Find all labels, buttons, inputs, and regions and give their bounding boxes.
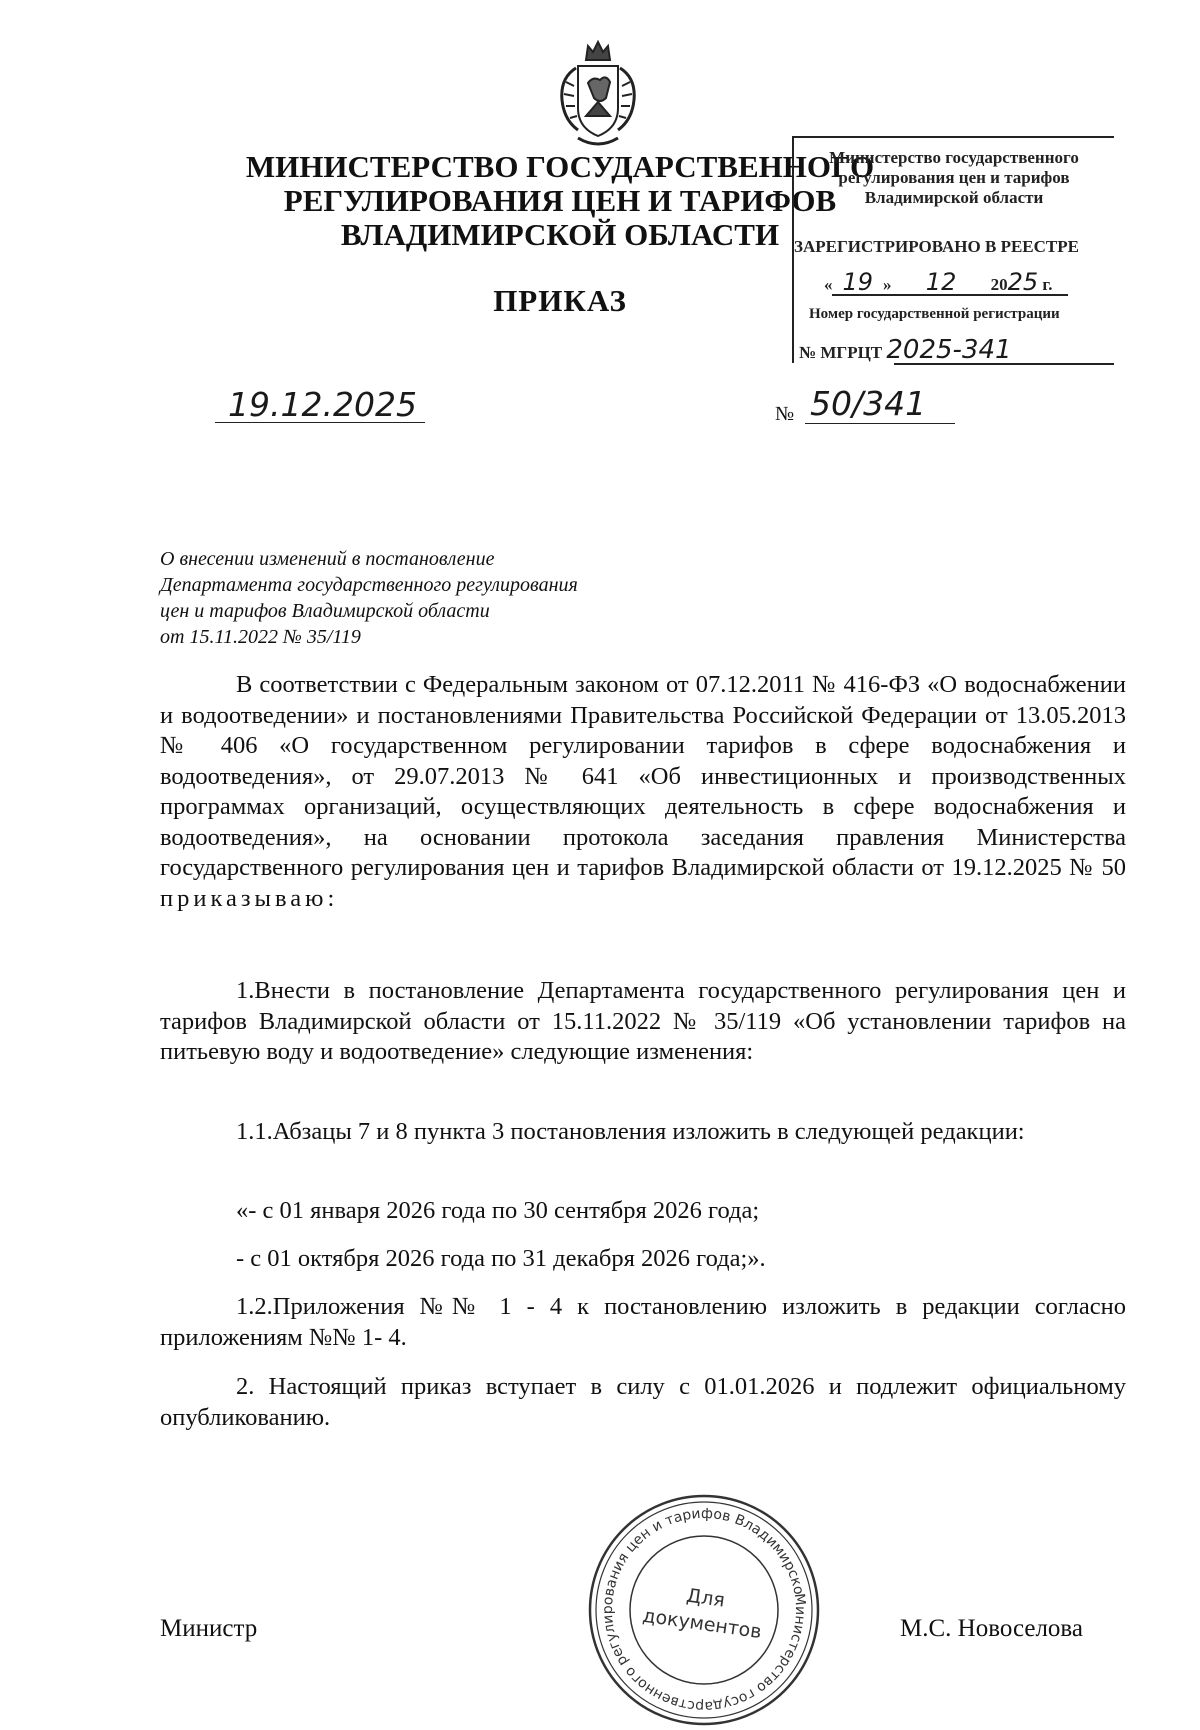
stamp-year-unit: г. — [1042, 275, 1053, 294]
stamp-line-1: Министерство государственного — [829, 148, 1079, 167]
stamp-day: 19 — [842, 268, 874, 296]
coat-of-arms-emblem — [548, 38, 648, 153]
stamp-line-2: регулирования цен и тарифов — [838, 168, 1070, 187]
round-seal — [584, 1490, 824, 1730]
ministry-name-line-1: МИНИСТЕРСТВО ГОСУДАРСТВЕННОГО — [245, 149, 875, 184]
registration-stamp — [792, 136, 1114, 363]
svg-text:Министерство государственного — [584, 1490, 824, 1730]
signature-position: Министр — [160, 1615, 258, 1642]
item-1-1-paragraph: 1.1.Абзацы 7 и 8 пункта 3 постановления изложить в следующей редакции: — [236, 1118, 1025, 1145]
item-1-2-paragraph: 1.2.Приложения №№ 1 - 4 к постановлению изложить в редакции согласно приложениям №№ 1- 4. — [160, 1293, 1126, 1351]
item-2-paragraph: 2. Настоящий приказ вступает в силу с 01.01.2026 и подлежит официальному опубликованию. — [160, 1373, 1126, 1431]
quote-line-1: «- с 01 января 2026 года по 30 сентября 2026 года; — [236, 1197, 760, 1224]
document-date: 19.12.2025 — [228, 385, 417, 424]
seal-center-line-1: Для — [685, 1584, 727, 1612]
stamp-line-3: Владимирской области — [864, 188, 1044, 207]
stamp-month: 12 — [925, 268, 957, 296]
order-word: приказываю: — [160, 884, 339, 912]
preamble-paragraph — [160, 670, 1126, 914]
seal-ring-text: Министерство государственного регулирования цен и тарифов Владимирской — [599, 1505, 809, 1715]
stamp-date: « 19 » 12 2025 г. — [824, 268, 1053, 296]
stamp-number-label: № МГРЦТ — [799, 343, 883, 362]
document-type-title: ПРИКАЗ — [493, 283, 627, 318]
stamp-year-prefix: 20 — [990, 275, 1008, 294]
subject-line-3: цен и тарифов Владимирской области — [160, 600, 490, 622]
signatory-name: М.С. Новоселова — [900, 1615, 1084, 1642]
stamp-number — [799, 335, 1012, 365]
stamp-registered-label: ЗАРЕГИСТРИРОВАНО В РЕЕСТРЕ — [794, 237, 1079, 256]
subject-line-4: от 15.11.2022 № 35/119 — [160, 626, 361, 648]
ministry-name-line-3: ВЛАДИМИРСКОЙ ОБЛАСТИ — [340, 217, 780, 252]
ministry-name-line-2: РЕГУЛИРОВАНИЯ ЦЕН И ТАРИФОВ — [283, 183, 837, 218]
seal-center-line-2: документов — [641, 1604, 763, 1644]
document-number-label: № — [775, 403, 795, 425]
item-1-paragraph: 1.Внести в постановление Департамента государственного регулирования цен и тарифов Владимирской области от 15.11.2022 № 35/119 «Об установлении тарифов на питьевую воду и водоотведение» следующие изменения: — [160, 977, 1126, 1065]
subject-line-1: О внесении изменений в постановление — [160, 548, 495, 570]
document-number: 50/341 — [810, 384, 927, 423]
number-underline — [805, 423, 955, 424]
stamp-year-suffix: 25 — [1007, 268, 1039, 296]
document-subject — [160, 546, 578, 650]
quote-line-2: - с 01 октября 2026 года по 31 декабря 2026 года;». — [236, 1245, 766, 1272]
subject-line-2: Департамента государственного регулирования — [160, 574, 578, 596]
date-underline — [215, 422, 425, 423]
stamp-number-title: Номер государственной регистрации — [809, 306, 1060, 322]
stamp-number-value: 2025-341 — [886, 335, 1012, 365]
preamble-text: В соответствии с Федеральным законом от 07.12.2011 № 416-ФЗ «О водоснабжении и водоотведении» и постановлениями Правительства Российской Федерации от 13.05.2013 № 406 «О государственном регулировании тарифов в сфере водоснабжения и водоотведения», от 29.07.2013 № 641 «Об инвестиционных и производственных программах организаций, осуществляющих деятельность в сфере водоснабжения и водоотведения», на основании протокола заседания правления Министерства государственного регулирования цен и тарифов Владимирской области от 19.12.2025 № 50 — [160, 671, 1126, 881]
